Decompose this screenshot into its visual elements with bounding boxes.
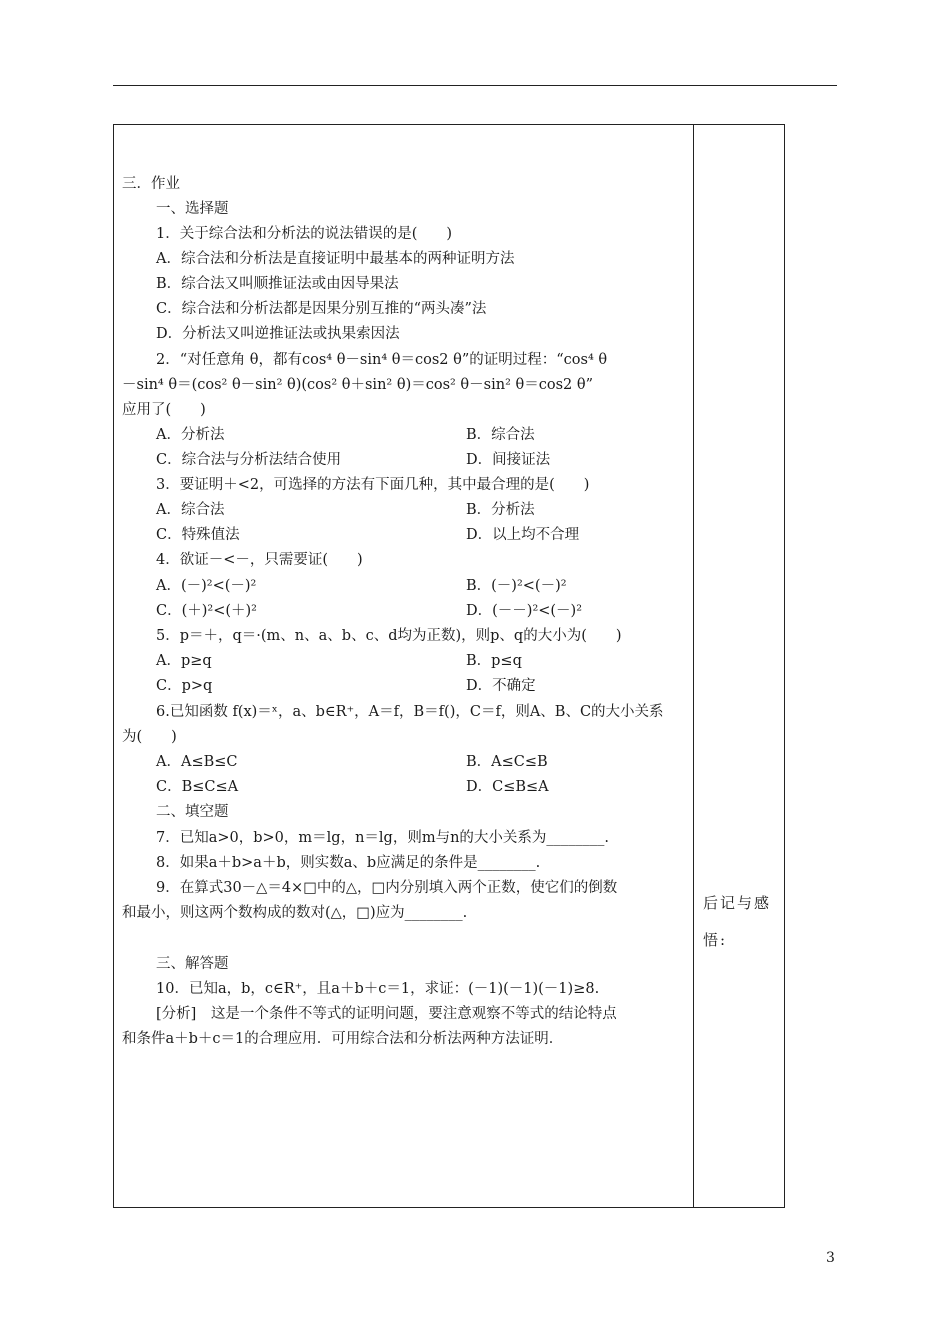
q6-option-a: A．A≤B≤C: [156, 754, 238, 770]
q1-option-d: D．分析法又叫逆推证法或执果索因法: [156, 326, 400, 342]
q10-stem: 10．已知a，b，c∈R⁺，且a＋b＋c＝1，求证：(－1)(－1)(－1)≥8.: [156, 981, 600, 997]
afterword-label-line2: 悟:: [703, 931, 728, 949]
q5-option-c: C．p>q: [156, 678, 213, 694]
q6-option-b: B．A≤C≤B: [466, 754, 548, 770]
q4-option-d: D．(－－)²<(－)²: [466, 603, 583, 619]
q2-option-d: D．间接证法: [466, 452, 551, 468]
section-choice: 一、选择题: [156, 201, 229, 217]
header-rule: [113, 85, 837, 86]
q2-stem-line2: －sin⁴ θ＝(cos² θ－sin² θ)(cos² θ＋sin² θ)＝cos² θ－sin² θ＝cos2 θ”: [122, 377, 594, 393]
q7: 7．已知a>0，b>0，m＝lg，n＝lg，则m与n的大小关系为________.: [156, 830, 610, 846]
column-divider: [693, 124, 694, 1208]
q1-option-b: B．综合法又叫顺推证法或由因导果法: [156, 276, 399, 292]
q2-option-a: A．分析法: [156, 427, 225, 443]
q4-stem: 4．欲证－<－，只需要证( ): [156, 552, 363, 568]
q5-stem: 5．p＝＋，q＝·(m、n、a、b、c、d均为正数)，则p、q的大小为( ): [156, 628, 622, 644]
afterword-label-line1: 后记与感: [703, 894, 772, 912]
q5-option-a: A．p≥q: [156, 653, 212, 669]
q2-option-b: B．综合法: [466, 427, 535, 443]
q9-line1: 9．在算式30－△＝4×□中的△，□内分别填入两个正数，使它们的倒数: [156, 880, 618, 896]
section-heading: 三．作业: [122, 176, 180, 192]
q3-option-b: B．分析法: [466, 502, 535, 518]
q2-option-c: C．综合法与分析法结合使用: [156, 452, 342, 468]
q6-option-c: C．B≤C≤A: [156, 779, 239, 795]
q3-option-c: C．特殊值法: [156, 527, 240, 543]
q6-stem-line2: 为( ): [122, 729, 177, 745]
q6-option-d: D．C≤B≤A: [466, 779, 549, 795]
q3-stem: 3．要证明＋<2，可选择的方法有下面几种，其中最合理的是( ): [156, 477, 590, 493]
page-number: 3: [826, 1250, 835, 1266]
q3-option-d: D．以上均不合理: [466, 527, 580, 543]
q8: 8．如果a＋b>a＋b，则实数a、b应满足的条件是________.: [156, 855, 541, 871]
q9-line2: 和最小，则这两个数构成的数对(△，□)应为________.: [122, 905, 468, 921]
q4-option-b: B．(－)²<(－)²: [466, 578, 567, 594]
q4-option-a: A．(－)²<(－)²: [156, 578, 257, 594]
section-solve: 三、解答题: [156, 956, 229, 972]
q1-option-c: C．综合法和分析法都是因果分别互推的“两头凑”法: [156, 301, 487, 317]
q1-option-a: A．综合法和分析法是直接证明中最基本的两种证明方法: [156, 251, 515, 267]
q10-analysis-line1: [分析] 这是一个条件不等式的证明问题，要注意观察不等式的结论特点: [156, 1006, 617, 1022]
section-fill-blank: 二、填空题: [156, 804, 229, 820]
q2-stem-line3: 应用了( ): [122, 402, 206, 418]
q4-option-c: C．(＋)²<(＋)²: [156, 603, 257, 619]
q3-option-a: A．综合法: [156, 502, 225, 518]
q5-option-d: D．不确定: [466, 678, 536, 694]
q6-stem-line1: 6.已知函数 f(x)＝ˣ，a、b∈R⁺，A＝f，B＝f()，C＝f，则A、B、C的大小关系: [156, 704, 664, 720]
q2-stem-line1: 2．“对任意角 θ，都有cos⁴ θ－sin⁴ θ＝cos2 θ”的证明过程：“cos⁴ θ: [156, 352, 608, 368]
q10-analysis-line2: 和条件a＋b＋c＝1的合理应用．可用综合法和分析法两种方法证明．: [122, 1031, 564, 1047]
q5-option-b: B．p≤q: [466, 653, 522, 669]
q1-stem: 1．关于综合法和分析法的说法错误的是( ): [156, 226, 453, 242]
